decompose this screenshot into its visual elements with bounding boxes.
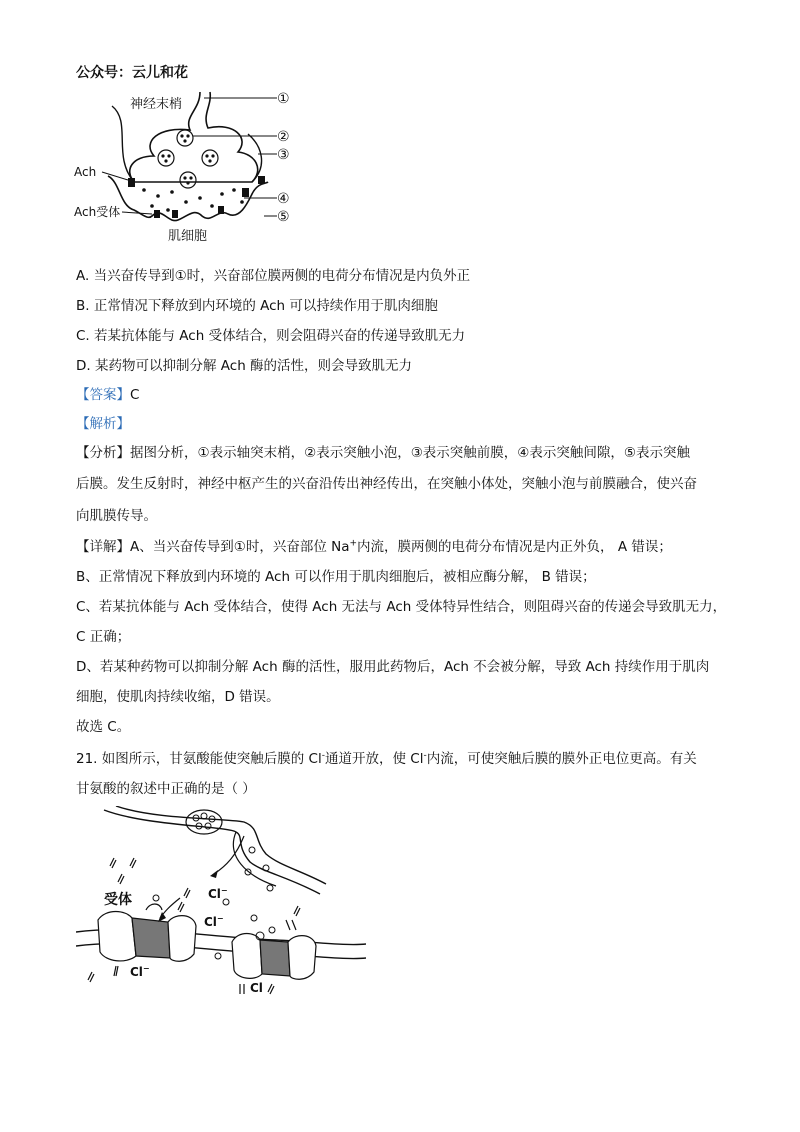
- ach-receptor-label: Ach受体: [74, 205, 121, 219]
- option-d: D. 某药物可以抑制分解 Ach 酶的活性，则会导致肌无力: [76, 358, 413, 374]
- analysis-line-1: 【分析】据图分析，①表示轴突末梢，②表示突触小泡，③表示突触前膜，④表示突触间隙，⑤表示突触: [76, 445, 691, 461]
- option-a: A. 当兴奋传导到①时，兴奋部位膜两侧的电荷分布情况是内负外正: [76, 268, 471, 284]
- question-21-line-1: 21. 如图所示，甘氨酸能使突触后膜的 Cl-通道开放，使 Cl-内流，可使突触后膜的膜外正电位更高。有关: [76, 750, 697, 767]
- detail-c-1: C、若某抗体能与 Ach 受体结合，使得 Ach 无法与 Ach 受体特异性结合，则阻碍兴奋的传递会导致肌无力，: [76, 599, 727, 615]
- marker-3: ③: [277, 147, 290, 163]
- option-c: C. 若某抗体能与 Ach 受体结合，则会阻碍兴奋的传递导致肌无力: [76, 328, 466, 344]
- answer-value: C: [130, 387, 140, 403]
- answer-tag: 【答案】: [76, 387, 130, 403]
- vesicle: [180, 172, 196, 188]
- neuromuscular-junction-diagram: [72, 86, 312, 246]
- ach-label: Ach: [74, 165, 97, 179]
- analysis-line-3: 向肌膜传导。: [76, 508, 157, 524]
- question-21-line-2: 甘氨酸的叙述中正确的是（ ）: [76, 781, 256, 797]
- marker-4: ④: [277, 191, 290, 207]
- conclusion: 故选 C。: [76, 719, 131, 735]
- glycine-synapse-diagram: [76, 806, 366, 1006]
- vesicle: [202, 150, 218, 166]
- cl-label: Cl−: [204, 914, 224, 929]
- detail-a: 【详解】A、当兴奋传导到①时，兴奋部位 Na+内流，膜两侧的电荷分布情况是内正外负， A 错误；: [76, 538, 672, 555]
- cl-label: Cl−: [208, 886, 228, 901]
- marker-2: ②: [277, 129, 290, 145]
- answer-line: [76, 385, 139, 405]
- analysis-tag: 【分析】: [76, 445, 130, 461]
- muscle-cell-label: 肌细胞: [168, 229, 208, 244]
- detail-c-2: C 正确；: [76, 629, 131, 645]
- receptor-label: 受体: [104, 892, 132, 908]
- cl-label: Cl: [250, 981, 263, 995]
- analysis-line-2: 后膜。发生反射时，神经中枢产生的兴奋沿传出神经传出，在突触小体处，突触小泡与前膜融合，使兴奋: [76, 476, 697, 492]
- detail-tag: 【详解】: [76, 539, 130, 555]
- vesicle: [186, 810, 222, 834]
- page-header: 公众号：云儿和花: [76, 65, 188, 81]
- option-b: B. 正常情况下释放到内环境的 Ach 可以持续作用于肌肉细胞: [76, 298, 438, 314]
- nerve-ending-label: 神经末梢: [130, 97, 183, 112]
- vesicle: [177, 130, 193, 146]
- ach-molecules: [142, 188, 244, 212]
- detail-b: B、正常情况下释放到内环境的 Ach 可以作用于肌肉细胞后，被相应酶分解， B 错误；: [76, 569, 596, 585]
- marker-5: ⑤: [277, 209, 290, 225]
- cl-label: Cl−: [130, 964, 150, 979]
- vesicle: [158, 150, 174, 166]
- detail-d-1: D、若某种药物可以抑制分解 Ach 酶的活性，服用此药物后，Ach 不会被分解，导致 Ach 持续作用于肌肉: [76, 659, 710, 675]
- marker-1: ①: [277, 91, 290, 107]
- analysis-heading: 【解析】: [76, 416, 130, 432]
- detail-d-2: 细胞，使肌肉持续收缩，D 错误。: [76, 689, 280, 705]
